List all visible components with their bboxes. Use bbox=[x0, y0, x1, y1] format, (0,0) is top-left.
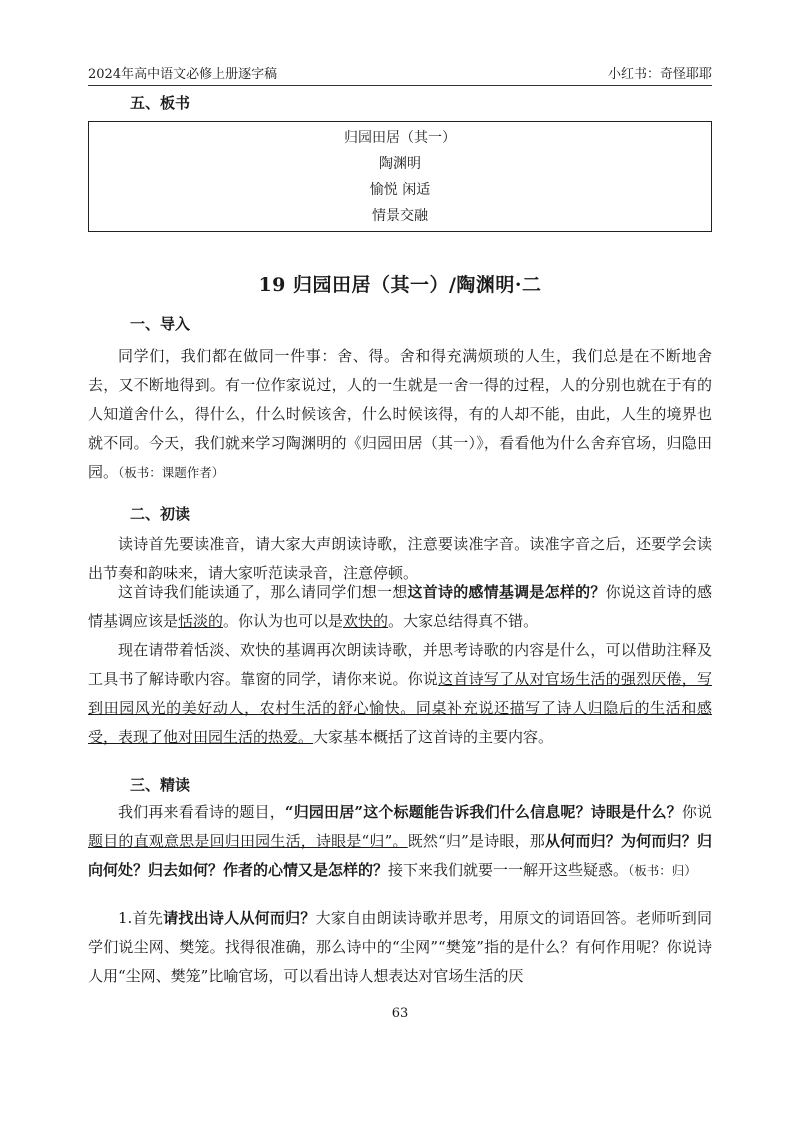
text-run: 既然“归”是诗眼，那 bbox=[407, 832, 546, 850]
section1-board-note: （板书：课题作者） bbox=[118, 465, 225, 480]
section3-board-note: （板书：归） bbox=[628, 863, 697, 878]
underlined-answer: 题目的直观意思是回归田园生活，诗眼是“归”。 bbox=[88, 832, 408, 850]
key-question: 这首诗的感情基调是怎样的？ bbox=[407, 583, 606, 601]
text-run: 我们再来看看诗的题目， bbox=[118, 803, 285, 821]
board-line-theme: 情景交融 bbox=[372, 208, 428, 224]
page-number: 63 bbox=[391, 1006, 409, 1021]
board-line-title: 归园田居（其一） bbox=[344, 130, 456, 146]
lesson-title: 19 归园田居（其一）/陶渊明·二 bbox=[258, 274, 542, 296]
board-line-mood: 愉悦 闲适 bbox=[369, 182, 431, 198]
key-question: 请找出诗人从何而归？ bbox=[163, 909, 316, 927]
section3-paragraph-2 bbox=[88, 904, 712, 991]
section2-paragraph-1: 读诗首先要读准音，请大家大声朗读诗歌，注意要读准字音。读准字音之后，还要学会读出节奏和韵味来，请大家听范读录音，注意停顿。 bbox=[88, 535, 712, 582]
text-run: 你说这首诗的感情基调应该是 bbox=[88, 583, 712, 630]
page-header bbox=[88, 56, 712, 86]
blackboard-box bbox=[88, 121, 712, 232]
section1-paragraph bbox=[88, 342, 712, 487]
text-run: 1.首先 bbox=[118, 909, 164, 927]
board-line-author: 陶渊明 bbox=[379, 156, 421, 172]
text-run: 现在请带着恬淡、欢快的基调再次朗读诗歌，并思考诗歌的内容是什么，可以借助注释及工具书了解诗歌内容。靠窗的同学，请你来说。你说 bbox=[88, 641, 712, 688]
underlined-answer: 欢快的 bbox=[343, 612, 389, 630]
section2-paragraph-3 bbox=[88, 636, 712, 752]
text-run: 大家自由朗读诗歌并思考，用原文的词语回答。老师听到同学们说尘网、樊笼。找得很准确，那么诗中的“尘网”“樊笼”指的是什么？有何作用呢？你说诗人用“尘网、樊笼”比喻官场，可以看出诗人想表达对官场生活的厌 bbox=[88, 909, 712, 985]
section1-text: 同学们，我们都在做同一件事：舍、得。舍和得充满烦琐的人生，我们总是在不断地舍去，又不断地得到。有一位作家说过，人的一生就是一舍一得的过程，人的分别也就在于有的人知道舍什么，得什么，什么时候该舍，什么时候该得，有的人却不能，由此，人生的境界也就不同。今天，我们就来学习陶渊明的《归园田居（其一）》，看看他为什么舍弃官场，归隐田园。 bbox=[88, 347, 712, 481]
text-run: 这首诗我们能读通了，那么请同学们想一想 bbox=[118, 583, 408, 601]
section2-paragraph-2 bbox=[88, 578, 712, 636]
section2-heading: 二、初读 bbox=[130, 505, 191, 523]
header-author: 小红书：奇怪耶耶 bbox=[607, 67, 712, 82]
key-question: 从何而归？为何而归？归向何处？归去如何？作者的心情又是怎样的？ bbox=[88, 832, 712, 879]
underlined-answer: 恬淡的 bbox=[178, 612, 224, 630]
section3-paragraph-1 bbox=[88, 798, 712, 885]
section1-heading: 一、导入 bbox=[130, 315, 191, 333]
text-run: 你说 bbox=[681, 803, 712, 821]
header-doc-title: 2024年高中语文必修上册逐字稿 bbox=[88, 67, 278, 82]
text-run: 接下来我们就要一一解开这些疑惑。 bbox=[388, 861, 629, 879]
text-run: 。大家总结得真不错。 bbox=[388, 612, 539, 630]
text-run: 大家基本概括了这首诗的主要内容。 bbox=[313, 728, 554, 746]
key-question: “归园田居”这个标题能告诉我们什么信息呢？诗眼是什么？ bbox=[284, 803, 682, 821]
section3-heading: 三、精读 bbox=[130, 776, 191, 794]
section5-heading: 五、板书 bbox=[130, 94, 191, 112]
text-run: 。你认为也可以是 bbox=[223, 612, 344, 630]
underlined-answer: 这首诗写了从对官场生活的强烈厌倦，写到田园风光的美好动人，农村生活的舒心愉快。同桌补充说还描写了诗人归隐后的生活和感受，表现了他对田园生活的热爱。 bbox=[88, 670, 712, 746]
